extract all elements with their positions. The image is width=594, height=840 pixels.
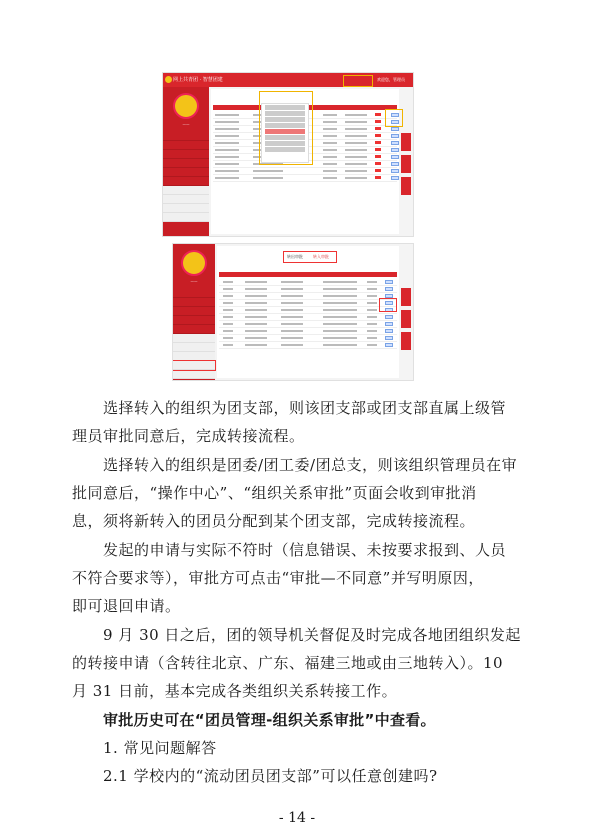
sidebar-subitem[interactable] bbox=[173, 334, 215, 343]
top-bar bbox=[163, 73, 413, 87]
sidebar bbox=[173, 244, 215, 380]
subsection-heading: 2.1 学校内的“流动团员团支部”可以任意创建吗? bbox=[103, 767, 438, 785]
main-panel bbox=[217, 246, 399, 378]
highlight-box bbox=[259, 91, 313, 165]
sidebar-item[interactable] bbox=[173, 307, 215, 316]
paragraph-line: 月 31 日前，基本完成各类组织关系转接工作。 bbox=[72, 682, 398, 700]
sidebar-subitem[interactable] bbox=[173, 370, 215, 379]
highlight-box bbox=[343, 75, 373, 87]
sidebar-item[interactable] bbox=[173, 316, 215, 325]
table-row bbox=[213, 168, 397, 175]
sidebar-item[interactable] bbox=[163, 132, 209, 141]
sidebar-item[interactable] bbox=[163, 150, 209, 159]
sidebar-subitem[interactable] bbox=[173, 343, 215, 352]
emblem-icon bbox=[173, 93, 199, 119]
table-row bbox=[219, 328, 397, 335]
user-info: 欢迎您，管理员 bbox=[377, 77, 405, 82]
side-tab[interactable] bbox=[401, 310, 411, 328]
sidebar-item[interactable] bbox=[163, 159, 209, 168]
paragraph-line: 即可退回申请。 bbox=[72, 597, 181, 615]
emblem-icon bbox=[181, 250, 207, 276]
table-row bbox=[219, 342, 397, 349]
table-row bbox=[219, 286, 397, 293]
paragraph-line: 选择转入的组织为团支部，则该团支部或团支部直属上级管 bbox=[103, 399, 507, 417]
sidebar-item-active[interactable] bbox=[163, 177, 209, 186]
table-header bbox=[219, 272, 397, 277]
side-tab[interactable] bbox=[401, 332, 411, 350]
tab-transfer-out[interactable]: 转出审批 bbox=[287, 254, 303, 259]
sidebar-subitem[interactable] bbox=[163, 213, 209, 222]
table-row bbox=[219, 279, 397, 286]
tab-transfer-in[interactable]: 转入审批 bbox=[313, 254, 329, 259]
highlight-box bbox=[385, 109, 403, 127]
main-panel bbox=[211, 89, 399, 234]
section-heading: 1. 常见问题解答 bbox=[103, 739, 217, 757]
paragraph-line: 选择转入的组织是团委/团工委/团总支，则该组织管理员在审 bbox=[103, 456, 518, 474]
table-row bbox=[219, 300, 397, 307]
highlight-box bbox=[283, 251, 337, 263]
table-row bbox=[219, 335, 397, 342]
sidebar-item[interactable] bbox=[173, 325, 215, 334]
table-row bbox=[213, 175, 397, 182]
paragraph-line: 9 月 30 日之后，团的领导机关督促及时完成各地团组织发起 bbox=[103, 626, 521, 644]
sidebar-item[interactable] bbox=[163, 168, 209, 177]
paragraph-line: 不符合要求等），审批方可点击“审批—不同意”并写明原因， bbox=[72, 569, 484, 587]
paragraph-line: 息，须将新转入的团员分配到某个团支部，完成转接流程。 bbox=[72, 512, 476, 530]
side-tab[interactable] bbox=[401, 133, 411, 151]
sidebar-subitem[interactable] bbox=[163, 186, 209, 195]
side-tab[interactable] bbox=[401, 288, 411, 306]
sidebar-item[interactable] bbox=[173, 298, 215, 307]
table-row bbox=[219, 307, 397, 314]
sidebar-subitem-active[interactable] bbox=[173, 361, 215, 370]
table-row bbox=[219, 314, 397, 321]
sidebar bbox=[163, 87, 209, 236]
sidebar-subitem[interactable] bbox=[173, 352, 215, 361]
sidebar-subitem[interactable] bbox=[163, 195, 209, 204]
sidebar-subitem[interactable] bbox=[163, 204, 209, 213]
side-tab[interactable] bbox=[401, 177, 411, 195]
paragraph-line: 的转接申请（含转往北京、广东、福建三地或由三地转入）。10 bbox=[72, 654, 504, 672]
side-tab[interactable] bbox=[401, 155, 411, 173]
paragraph-line: 审批历史可在“团员管理-组织关系审批”中查看。 bbox=[103, 711, 436, 729]
screenshot-transfer-approval bbox=[172, 243, 414, 381]
sidebar-item[interactable] bbox=[173, 289, 215, 298]
page-number: - 14 - bbox=[278, 810, 316, 826]
highlight-box bbox=[379, 298, 397, 312]
table-row bbox=[219, 293, 397, 300]
table-row bbox=[219, 321, 397, 328]
paragraph-line: 批同意后，“操作中心”、“组织关系审批”页面会收到审批消 bbox=[72, 484, 477, 502]
sidebar-user-label: —— bbox=[182, 122, 190, 126]
sidebar-user-label: —— bbox=[190, 279, 198, 283]
logo-icon bbox=[165, 76, 172, 83]
paragraph-line: 发起的申请与实际不符时（信息错误、未按要求报到、人员 bbox=[103, 541, 507, 559]
sidebar-item[interactable] bbox=[163, 141, 209, 150]
screenshot-approval-list bbox=[162, 72, 414, 237]
brand-title: 网上共青团 · 智慧团建 bbox=[173, 77, 223, 83]
paragraph-line: 理员审批同意后，完成转接流程。 bbox=[72, 427, 305, 445]
